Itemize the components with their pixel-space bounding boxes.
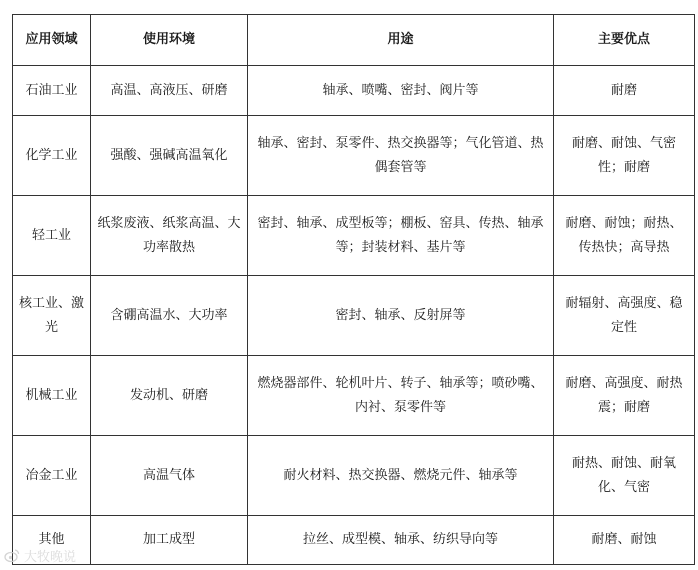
cell-environment: 加工成型 — [91, 516, 248, 565]
cell-advantages: 耐磨 — [554, 66, 695, 116]
cell-usage: 密封、轴承、反射屏等 — [248, 276, 554, 356]
cell-field: 石油工业 — [13, 66, 91, 116]
cell-environment: 纸浆废液、纸浆高温、大功率散热 — [91, 196, 248, 276]
cell-usage: 拉丝、成型模、轴承、纺织导向等 — [248, 516, 554, 565]
cell-advantages: 耐磨、耐蚀、气密性；耐磨 — [554, 116, 695, 196]
header-advantages: 主要优点 — [554, 15, 695, 66]
cell-field: 轻工业 — [13, 196, 91, 276]
cell-environment: 高温、高液压、研磨 — [91, 66, 248, 116]
header-application-field: 应用领域 — [13, 15, 91, 66]
weibo-logo-icon — [4, 547, 20, 563]
cell-advantages: 耐磨、耐蚀；耐热、传热快；高导热 — [554, 196, 695, 276]
cell-advantages: 耐磨、高强度、耐热震；耐磨 — [554, 356, 695, 436]
watermark — [4, 544, 76, 566]
cell-field: 其他 — [13, 516, 91, 565]
cell-field: 化学工业 — [13, 116, 91, 196]
watermark-text: 大牧晚说 — [24, 549, 77, 565]
table-row — [13, 66, 695, 116]
table-row — [13, 436, 695, 516]
cell-advantages: 耐辐射、高强度、稳定性 — [554, 276, 695, 356]
cell-field: 冶金工业 — [13, 436, 91, 516]
table-row — [13, 276, 695, 356]
cell-usage: 耐火材料、热交换器、燃烧元件、轴承等 — [248, 436, 554, 516]
cell-usage: 轴承、密封、泵零件、热交换器等；气化管道、热偶套管等 — [248, 116, 554, 196]
table-row — [13, 516, 695, 565]
cell-environment: 强酸、强碱高温氧化 — [91, 116, 248, 196]
cell-field: 机械工业 — [13, 356, 91, 436]
table-row — [13, 116, 695, 196]
cell-field: 核工业、激光 — [13, 276, 91, 356]
cell-advantages: 耐磨、耐蚀 — [554, 516, 695, 565]
cell-environment: 发动机、研磨 — [91, 356, 248, 436]
cell-usage: 密封、轴承、成型板等；棚板、窑具、传热、轴承等；封装材料、基片等 — [248, 196, 554, 276]
cell-advantages: 耐热、耐蚀、耐氧化、气密 — [554, 436, 695, 516]
application-table — [12, 14, 695, 565]
header-environment: 使用环境 — [91, 15, 248, 66]
cell-environment: 高温气体 — [91, 436, 248, 516]
table-row — [13, 356, 695, 436]
cell-environment: 含硼高温水、大功率 — [91, 276, 248, 356]
table-header-row — [13, 15, 695, 66]
header-usage: 用途 — [248, 15, 554, 66]
cell-usage: 燃烧器部件、轮机叶片、转子、轴承等；喷砂嘴、内衬、泵零件等 — [248, 356, 554, 436]
table-row — [13, 196, 695, 276]
cell-usage: 轴承、喷嘴、密封、阀片等 — [248, 66, 554, 116]
